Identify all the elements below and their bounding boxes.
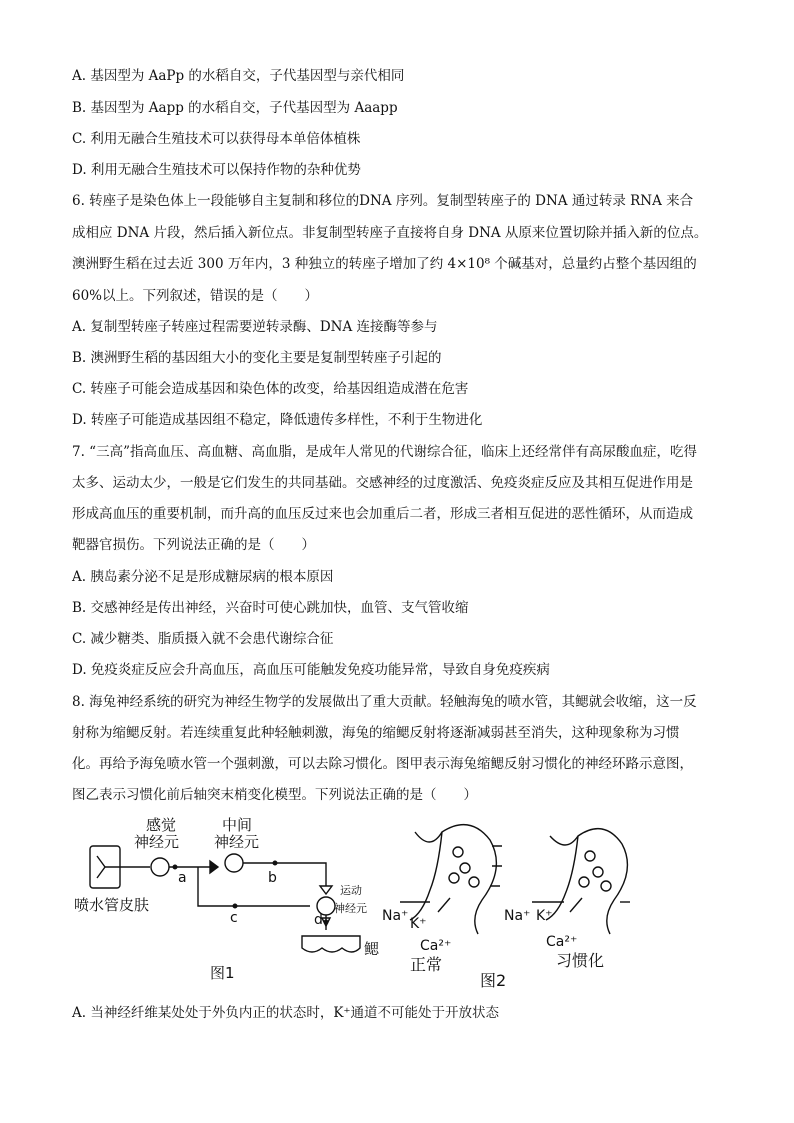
q7-option-c: C. 减少糖类、脂质摄入就不会患代谢综合征	[72, 631, 334, 647]
q6-option-c: C. 转座子可能会造成基因和染色体的改变，给基因组造成潜在危害	[72, 381, 469, 397]
point-b	[273, 861, 277, 865]
label-d: d	[314, 912, 323, 928]
habit-vesicle-1	[585, 851, 595, 861]
q7-stem-line-3: 形成高血压的重要机制，而升高的血压反过来也会加重后二者，形成三者相互促进的恶性循环，从而造成	[72, 506, 693, 522]
q7-stem-line-2: 太多、运动太少，一般是它们发生的共同基础。交感神经的过度激活、免疫炎症反应及其相互促进作用是	[72, 475, 693, 491]
q5-option-b: B. 基因型为 Aapp 的水稻自交，子代基因型为 Aaapp	[72, 100, 398, 116]
habit-label: 习惯化	[556, 951, 605, 970]
q8-stem-line-4: 图乙表示习惯化前后轴突末梢变化模型。下列说法正确的是（ ）	[72, 787, 477, 803]
q7-option-a: A. 胰岛素分泌不足是形成糖尿病的根本原因	[72, 569, 334, 585]
synapse-sensory-inter	[210, 861, 218, 873]
habit-ca-label: Ca²⁺	[546, 934, 578, 950]
point-a	[173, 865, 177, 869]
habit-na-label: Na⁺	[504, 908, 531, 924]
q6-option-b: B. 澳洲野生稻的基因组大小的变化主要是复制型转座子引起的	[72, 350, 442, 366]
q5-option-a: A. 基因型为 AaPp 的水稻自交，子代基因型与亲代相同	[72, 68, 405, 84]
inter-label-2: 神经元	[214, 833, 260, 851]
interneuron-axon	[243, 863, 326, 886]
q8-stem-line-3: 化。再给予海兔喷水管一个强刺激，可以去除习惯化。图甲表示海兔缩鳃反射习惯化的神经环路示意图，	[72, 756, 693, 772]
inter-label-1: 中间	[222, 816, 253, 834]
fig2-caption: 图2	[480, 971, 507, 990]
normal-na-label: Na⁺	[382, 908, 409, 924]
q6-stem-line-4: 60%以上。下列叙述，错误的是（ ）	[72, 288, 319, 304]
q7-option-d: D. 免疫炎症反应会升高血压，高血压可能触发免疫功能异常，导致自身免疫疾病	[72, 662, 550, 678]
normal-vesicle-2	[460, 863, 470, 873]
normal-vesicle-1	[453, 847, 463, 857]
q6-stem-line-2: 成相应 DNA 片段，然后插入新位点。非复制型转座子直接将自身 DNA 从原来位置切除并插入新的位点。	[72, 225, 708, 241]
normal-vesicle-4	[449, 873, 459, 883]
fig1-caption: 图1	[210, 964, 235, 982]
normal-release-arrows	[490, 846, 502, 886]
sensory-neuron-body	[151, 858, 169, 876]
q7-option-b: B. 交感神经是传出神经，兴奋时可使心跳加快，血管、支气管收缩	[72, 600, 469, 616]
q6-stem-line-3: 澳洲野生稻在过去近 300 万年内，3 种独立的转座子增加了约 4×10⁸ 个碱基对，总量约占整个基因组的	[72, 256, 697, 272]
q6-option-d: D. 转座子可能造成基因组不稳定，降低遗传多样性，不利于生物进化	[72, 412, 483, 428]
q8-stem-line-2: 射称为缩鳃反射。若连续重复此种轻触刺激，海兔的缩鳃反射将逐渐减弱甚至消失，这种现象称为习惯	[72, 725, 680, 741]
normal-vesicle-3	[469, 877, 479, 887]
synapse-inter-motor	[320, 886, 332, 894]
habit-k-arrow	[570, 898, 582, 912]
normal-terminal-inner	[410, 832, 442, 920]
q6-option-a: A. 复制型转座子转座过程需要逆转录酶、DNA 连接酶等参与	[72, 319, 438, 335]
gill-shape	[302, 936, 360, 952]
sensory-branch-c	[198, 867, 310, 906]
point-d	[324, 920, 328, 924]
sensory-label-2: 神经元	[134, 833, 180, 851]
normal-terminal-outline	[415, 825, 496, 934]
normal-label: 正常	[410, 955, 443, 974]
q6-stem-line-1: 6. 转座子是染色体上一段能够自主复制和移位的DNA 序列。复制型转座子的 DNA 通过转录 RNA 来合	[72, 193, 694, 209]
q7-stem-line-1: 7. “三高”指高血压、高血糖、高血脂，是成年人常见的代谢综合征，临床上还经常伴有高尿酸血症，吃得	[72, 444, 697, 460]
motor-label-1: 运动	[340, 884, 362, 897]
habit-vesicle-4	[579, 877, 589, 887]
habit-vesicle-2	[593, 867, 603, 877]
normal-k-arrow	[438, 898, 450, 912]
normal-k-label: K⁺	[410, 916, 427, 932]
q8-option-a: A. 当神经纤维某处处于外负内正的状态时，K⁺通道不可能处于开放状态	[72, 1005, 500, 1021]
normal-ca-label: Ca²⁺	[420, 938, 452, 954]
label-a: a	[178, 870, 187, 886]
q5-option-d: D. 利用无融合生殖技术可以保持作物的杂种优势	[72, 162, 361, 178]
label-b: b	[268, 870, 277, 886]
label-c: c	[230, 910, 238, 926]
q7-stem-line-4: 靶器官损伤。下列说法正确的是（ ）	[72, 537, 315, 553]
q5-option-c: C. 利用无融合生殖技术可以获得母本单倍体植株	[72, 131, 361, 147]
q8-figure	[70, 810, 670, 1000]
point-c	[233, 904, 237, 908]
sensory-label-1: 感觉	[146, 816, 177, 834]
gill-label: 鳃	[364, 940, 380, 958]
motor-label-2: 神经元	[334, 902, 367, 915]
habit-k-label: K⁺	[536, 908, 553, 924]
receptor-symbol	[97, 856, 105, 878]
skin-label: 喷水管皮肤	[74, 896, 150, 914]
habit-vesicle-3	[601, 881, 611, 891]
q8-stem-line-1: 8. 海兔神经系统的研究为神经生物学的发展做出了重大贡献。轻触海兔的喷水管，其鳃就会收缩，这一反	[72, 694, 697, 710]
interneuron-body	[225, 854, 243, 872]
